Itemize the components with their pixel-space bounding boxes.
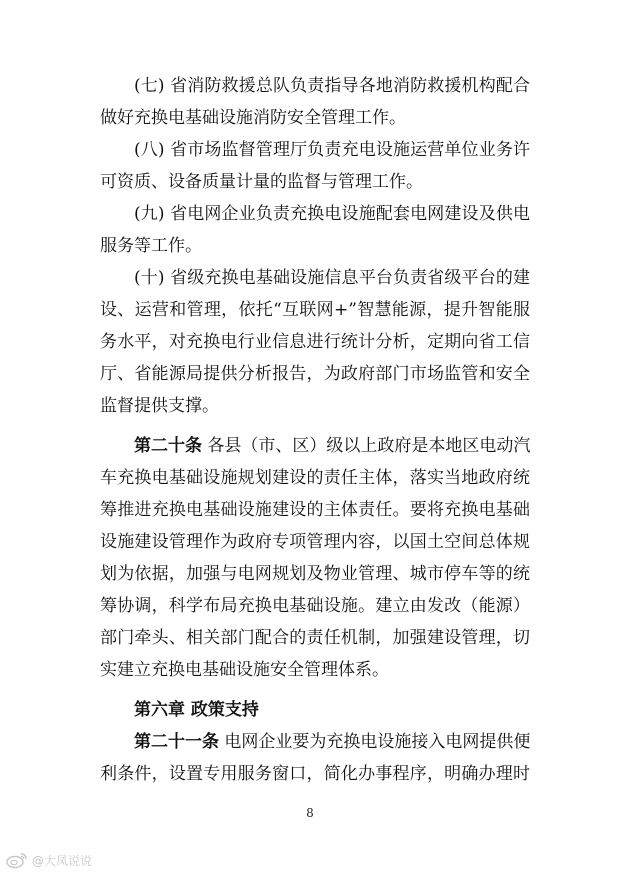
article-label: 第二十一条: [134, 732, 219, 752]
paragraph-item-7: [100, 70, 530, 134]
text-line: 车充换电基础设施规划建设的责任主体，落实当地政府统: [100, 468, 530, 488]
text-line: 划为依据，加强与电网规划及物业管理、城市停车等的统: [100, 564, 530, 584]
weibo-icon: [6, 851, 28, 869]
text-line: (七) 省消防救援总队负责指导各地消防救援机构配合: [134, 76, 530, 96]
text-line: [100, 430, 530, 462]
text-line: 利条件，设置专用服务窗口，简化办事程序，明确办理时: [100, 764, 530, 784]
text-line: 厅、省能源局提供分析报告，为政府部门市场监管和安全: [100, 364, 530, 384]
text-line: 务水平，对充换电行业信息进行统计分析，定期向省工信: [100, 332, 530, 352]
text-line: 监督提供支撑。: [100, 396, 219, 416]
article-21: [100, 726, 530, 790]
text-line: (八) 省市场监督管理厅负责充电设施运营单位业务许: [134, 140, 530, 160]
article-label: 第二十条: [134, 436, 202, 456]
text-line: [100, 726, 530, 758]
text-line: 筹推进充换电基础设施建设的主体责任。要将充换电基础: [100, 500, 530, 520]
text-line: (九) 省电网企业负责充换电设施配套电网建设及供电: [134, 204, 530, 224]
article-text: 电网企业要为充换电设施接入电网提供便: [224, 732, 531, 752]
paragraph-item-9: [100, 198, 530, 262]
watermark-text: @大凤说说: [32, 853, 93, 868]
text-line: 部门牵头、相关部门配合的责任机制，加强建设管理，切: [100, 628, 530, 648]
text-line: (十) 省级充换电基础设施信息平台负责省级平台的建: [134, 268, 530, 288]
text-line: 筹协调，科学布局充换电基础设施。建立由发改（能源）: [100, 596, 530, 616]
page-number: 8: [306, 806, 314, 820]
paragraph-item-8: [100, 134, 530, 198]
text-line: 设、运营和管理，依托“互联网+”智慧能源，提升智能服: [100, 300, 530, 320]
article-20: [100, 430, 530, 686]
text-line: 可资质、设备质量计量的监督与管理工作。: [100, 172, 423, 192]
article-text: 各县（市、区）级以上政府是本地区电动汽: [207, 436, 531, 456]
text-line: 做好充换电基础设施消防安全管理工作。: [100, 108, 406, 128]
text-line: 实建立充换电基础设施安全管理体系。: [100, 660, 389, 680]
paragraph-item-10: [100, 262, 530, 422]
watermark: [6, 850, 92, 870]
chapter-heading: 第六章 政策支持: [134, 700, 259, 720]
text-line: 服务等工作。: [100, 236, 202, 256]
text-line: 设施建设管理作为政府专项管理内容，以国土空间总体规: [100, 532, 530, 552]
